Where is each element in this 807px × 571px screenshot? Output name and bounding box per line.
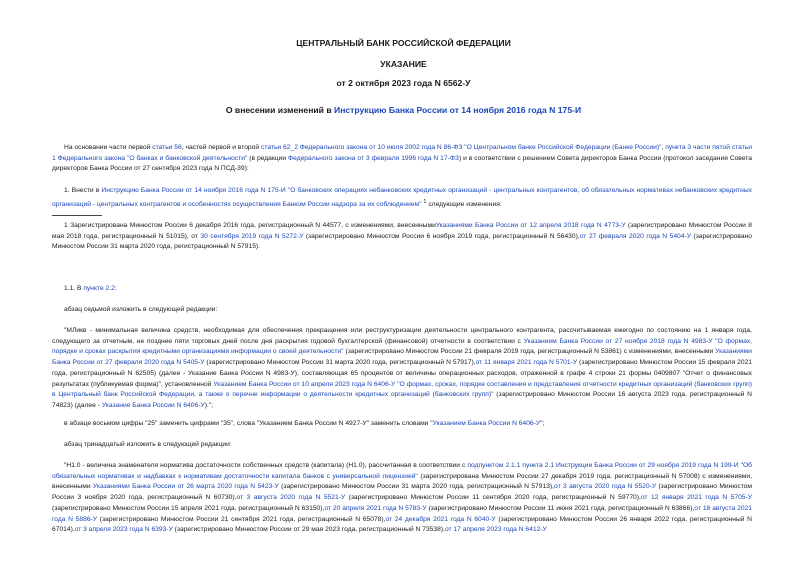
h10-link-5705[interactable]: от 12 января 2021 года N 5705-У [640, 494, 752, 502]
h10-link-6412[interactable]: от 17 апреля 2023 года N 6412-У [444, 526, 547, 534]
h10-text: (зарегистрирована Минюстом России 27 декабря 2019 года, регистрационный N 57008) с изменениями, внесенными [52, 472, 752, 491]
document-subject-heading [0, 105, 807, 115]
item-1-text: 1. Внести в [64, 187, 102, 194]
mliq-link-5701[interactable]: от 11 января 2021 года N 5701-У [475, 359, 578, 367]
mliq-link-5405[interactable]: Указаниями Банка России от 27 февраля 2020 года N 5405-У [52, 348, 752, 367]
preamble-text: (в редакции [247, 154, 289, 162]
subject-instruction-link[interactable]: Инструкцию Банка России от 14 ноября 2016 года N 175-И [334, 105, 582, 115]
preamble-link-17fz[interactable]: Федерального закона от 3 февраля 1996 года N 17-ФЗ [288, 154, 459, 162]
h10-link-5423[interactable]: Указаниями Банка России от 26 марта 2020 года N 5423-У [92, 483, 279, 491]
preamble-text: ) и в соответствии с решением Совета директоров Банка России (протокол заседания Совета директоров Банка России от 27 сентября 2023 года N ПСД-39): [52, 154, 752, 173]
footnote-text: (зарегистрировано Минюстом России 8 мая 2018 года, регистрационный N 51015), от [52, 222, 752, 240]
preamble-text: , [661, 144, 666, 151]
mliq-link-6406-full[interactable]: Указанием Банка России от 10 апреля 2023 года N 6406-У "О формах, сроках, порядке составления и представления отчетности кредитных организаций (банковских групп) в Центральный банк Российской Федерации, а также о перечне информации о деятельности кредитных организаций (банковских групп)" [52, 380, 752, 399]
footnote-text: 1 Зарегистрирована Минюстом России 6 декабря 2016 года, регистрационный N 44577, с изменениями, внесенными [64, 222, 436, 229]
h10-link-5886[interactable]: от 18 августа 2021 года N 5886-У [52, 504, 753, 523]
h10-text: (зарегистрировано Минюстом России 15 апреля 2021 года, регистрационный N 63150), [52, 504, 325, 512]
mliq-text: "МЛикв - минимальная величина средств, необходимая для обеспечения прекращения или реструктуризации деятельности центрального контрагента, рассчитываемая ежегодно по состоянию на 1 января года, следующего за отчетным, не позднее пяти торговых дней после дня раскрытия годовой бухгалтерской (финансовой) отчетности в соответствии с [52, 327, 752, 345]
footnote-link-5404[interactable]: от 27 февраля 2020 года N 5404-У [579, 232, 691, 240]
preamble-text: , частей первой и второй [181, 144, 261, 151]
paragraph-8-text: в абзаце восьмом цифры "25" заменить цифрами "35", слова "Указанием Банка России N 4927-У" заменить словами " [64, 420, 433, 427]
item-1-1-clause-link[interactable]: пункте 2.2 [83, 285, 115, 292]
mliq-text: (зарегистрировано Минюстом России 21 февраля 2019 года, регистрационный N 53861) с изменениями, внесенными [343, 348, 716, 356]
h10-link-6393[interactable]: от 3 апреля 2023 года N 6393-У [74, 526, 173, 534]
h10-paragraph [52, 461, 752, 536]
h10-text: (зарегистрировано Минюстом России 26 января 2022 года, регистрационный N 67014), [52, 515, 752, 534]
mliq-paragraph [52, 326, 752, 412]
preamble-link-banks-law[interactable]: пункта 3 части пятой статьи 1 Федерального закона "О банках и банковской деятельности" [52, 144, 752, 162]
footnote-paragraph [52, 221, 752, 253]
item-1-1-line [64, 284, 117, 294]
h10-text: (зарегистрировано Минюстом России 11 сентября 2020 года, регистрационный N 59770), [345, 494, 641, 502]
h10-text: (зарегистрировано Минюстом России 31 марта 2020 года, регистрационный N 57913), [278, 483, 555, 491]
item-1-paragraph [52, 186, 752, 211]
item-1-instruction-link[interactable]: Инструкцию Банка России от 14 ноября 2016 года N 175-И [101, 187, 286, 194]
paragraph-8-instruction [64, 419, 544, 429]
footnote-separator [52, 215, 102, 216]
preamble-paragraph [52, 143, 752, 175]
footnote-text: (зарегистрировано Минюстом России 31 марта 2020 года, регистрационный N 57915). [52, 232, 753, 251]
h10-link-5521[interactable]: от 3 августа 2020 года N 5521-У [236, 494, 346, 502]
mliq-text: (зарегистрировано Минюстом России 16 августа 2023 года, регистрационный N 74823) (далее - [52, 391, 752, 409]
item-1-title-link[interactable]: "О банковских операциях небанковских кредитных организаций - центральных контрагентов, об обязательных нормативах небанковских кредитных организаций - центральных контрагентов и особенностях осуществления Банком России надзора за их соблюдением" [52, 187, 752, 208]
h10-text: (зарегистрировано Минюстом России 11 июня 2021 года, регистрационный N 63866), [426, 504, 695, 512]
h10-link-5783[interactable]: от 20 апреля 2021 года N 5783-У [324, 504, 427, 512]
item-1-1-text: 1.1. В [64, 285, 84, 292]
mliq-link-6406[interactable]: Указание Банка России N 6406-У [101, 401, 205, 409]
h10-text: "Н1.0 - величина знаменателя норматива достаточности собственных средств (капитала) (Н1.0), рассчитанная в соответствии с [64, 462, 468, 469]
mliq-text: (зарегистрировано Минюстом России 31 марта 2020 года, регистрационный N 57917), [204, 359, 476, 367]
document-date-heading: от 2 октября 2023 года N 6562-У [336, 78, 471, 88]
h10-text: (зарегистрировано Минюстом России от 29 мая 2023 года, регистрационный N 73538), [172, 526, 445, 534]
item-1-text: следующие изменения: [426, 200, 502, 208]
mliq-link-4983[interactable]: Указанием Банка России от 27 ноября 2018 года N 4983-У "О формах, порядке и сроках раскрытия кредитными организациями информации о своей деятельности" [52, 337, 753, 356]
footnote-ref[interactable]: 1 [423, 198, 427, 205]
paragraph-8-text: "; [540, 420, 545, 427]
h10-link-6040[interactable]: от 24 декабря 2021 года N 6040-У [385, 515, 496, 523]
paragraph-7-instruction: абзац седьмой изложить в следующей редакции: [64, 306, 218, 313]
paragraph-13-instruction: абзац тринадцатый изложить в следующей редакции: [64, 441, 232, 448]
mliq-text: )."; [204, 401, 214, 409]
paragraph-8-link-6406[interactable]: Указанием Банка России N 6406-У [432, 420, 541, 427]
preamble-text: На основании части первой [64, 144, 153, 151]
h10-link-5520[interactable]: от 3 августа 2020 года N 5520-У [554, 483, 657, 491]
h10-text: (зарегистрировано Минюстом России 3 ноября 2020 года, регистрационный N 60730), [52, 483, 753, 502]
mliq-text: (зарегистрировано Минюстом России 15 февраля 2021 года, регистрационный N 62505) (далее - Указание Банка России N 4983-У), составляющая 65 процентов от величины операционных расходов, отраженной в графе 4 строки 21 формы 0409807 "Отчет о финансовых результатах (публикуемая форма)", установленной [52, 359, 753, 388]
footnote-link-4773[interactable]: Указаниями Банка России от 12 апреля 2018 года N 4773-У [435, 222, 626, 229]
document-type-heading: УКАЗАНИЕ [380, 59, 427, 69]
bank-name-heading: ЦЕНТРАЛЬНЫЙ БАНК РОССИЙСКОЙ ФЕДЕРАЦИИ [296, 38, 511, 48]
h10-link-199i[interactable]: подпунктом 2.1.1 пункта 2.1 Инструкции Банка России от 29 ноября 2019 года N 199-И "Об обязательных нормативах и надбавках к нормативам достаточности капитала банков с универсальной лицензией" [52, 462, 752, 480]
footnote-text: (зарегистрировано Минюстом России 6 ноября 2019 года, регистрационный N 56430), [303, 232, 580, 240]
preamble-link-art62[interactable]: статьи 62_2 Федерального закона от 10 июля 2002 года N 86-ФЗ "О Центральном банке Российской Федерации (Банке России)" [260, 144, 662, 151]
item-1-1-text: : [114, 285, 117, 292]
subject-prefix: О внесении изменений в [225, 105, 335, 115]
h10-text: (зарегистрировано Минюстом России 21 сентября 2021 года, регистрационный N 65078), [97, 515, 386, 523]
footnote-link-5272[interactable]: 30 сентября 2019 года N 5272-У [200, 232, 304, 240]
preamble-link-art56[interactable]: статьи 56 [152, 144, 182, 151]
